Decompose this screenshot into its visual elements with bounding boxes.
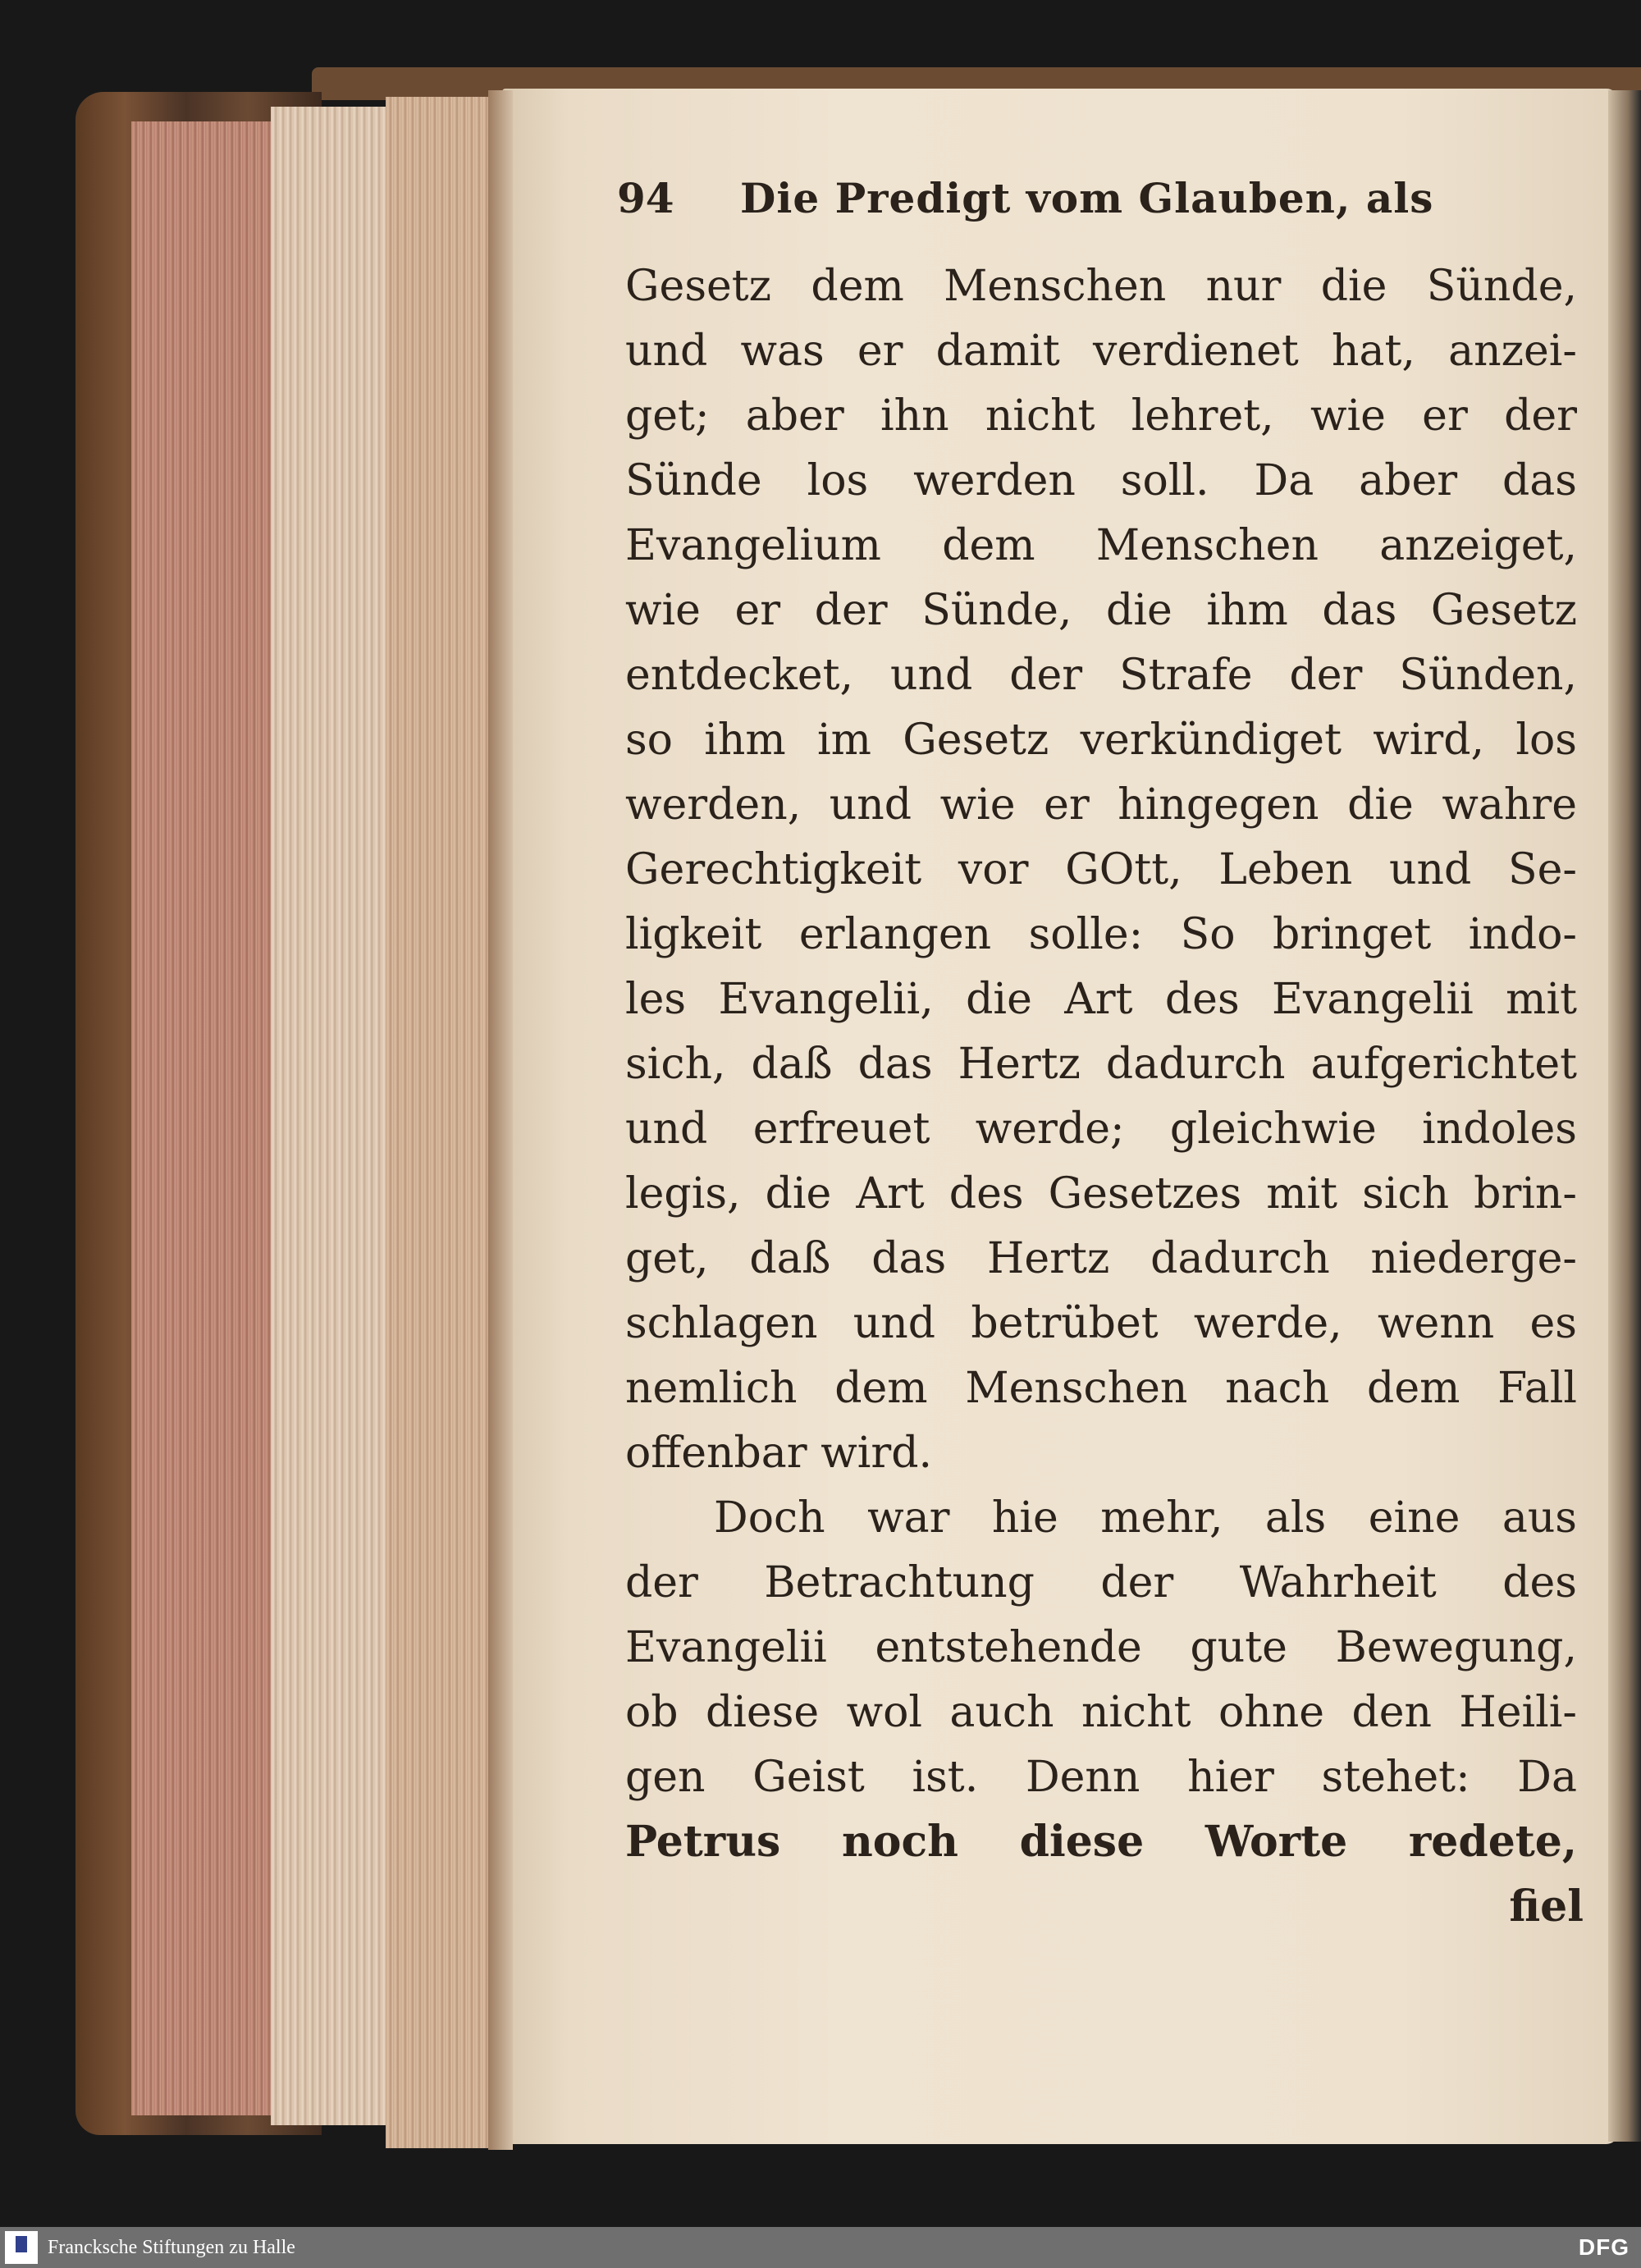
text-line: der Betrachtung der Wahrheit des: [625, 1558, 1577, 1607]
text-line: get; aber ihn nicht lehret, wie er der: [625, 391, 1577, 441]
dfg-badge: DFG: [1578, 2234, 1630, 2260]
text-line: Gesetz dem Menschen nur die Sünde,: [625, 262, 1577, 311]
text-line: legis, die Art des Gesetzes mit sich brin-: [625, 1169, 1577, 1219]
text-line: werden, und wie er hingegen die wahre: [625, 780, 1577, 830]
text-line: Sünde los werden soll. Da aber das: [625, 456, 1577, 505]
running-head: Die Predigt vom Glauben, als: [740, 174, 1434, 222]
text-line: nemlich dem Menschen nach dem Fall: [625, 1364, 1577, 1413]
text-line: Evangelium dem Menschen anzeiget,: [625, 521, 1577, 570]
page-edges-tan: [386, 97, 505, 2148]
text-line: offenbar wird.: [625, 1429, 933, 1478]
text-line: und was er damit verdienet hat, anzei-: [625, 327, 1577, 376]
institution-name: Francksche Stiftungen zu Halle: [48, 2237, 295, 2258]
page-gutter: [488, 90, 513, 2150]
text-line: Doch war hie mehr, als eine aus: [714, 1493, 1577, 1543]
text-line: Gerechtigkeit vor GOtt, Leben und Se-: [625, 845, 1577, 894]
text-line: ligkeit erlangen solle: So bringet indo-: [625, 910, 1577, 959]
text-line: sich, daß das Hertz dadurch aufgerichtet: [625, 1040, 1577, 1089]
logo-mark: [16, 2236, 27, 2252]
catchword: fiel: [1509, 1882, 1584, 1932]
text-line: und erfreuet werde; gleichwie indoles: [625, 1104, 1577, 1154]
text-line: gen Geist ist. Denn hier stehet: Da: [625, 1753, 1577, 1802]
text-line: ob diese wol auch nicht ohne den Heili-: [625, 1688, 1577, 1737]
text-line: Evangelii entstehende gute Bewegung,: [625, 1623, 1577, 1672]
page-fore-edge: [1608, 90, 1641, 2142]
text-line: wie er der Sünde, die ihm das Gesetz: [625, 586, 1577, 635]
text-line: so ihm im Gesetz verkündiget wird, los: [625, 716, 1577, 765]
page-edges-light: [271, 107, 394, 2125]
footer-bar: [0, 2227, 1641, 2268]
text-line: les Evangelii, die Art des Evangelii mit: [625, 975, 1577, 1024]
text-line: schlagen und betrübet werde, wenn es: [625, 1299, 1577, 1348]
institution-logo-icon: [5, 2231, 38, 2264]
text-line: get, daß das Hertz dadurch niederge-: [625, 1234, 1577, 1283]
page-header: [617, 174, 1462, 240]
text-line-bold: Petrus noch diese Worte redete,: [625, 1817, 1577, 1867]
page-number: 94: [617, 174, 674, 222]
text-line: entdecket, und der Strafe der Sünden,: [625, 651, 1577, 700]
